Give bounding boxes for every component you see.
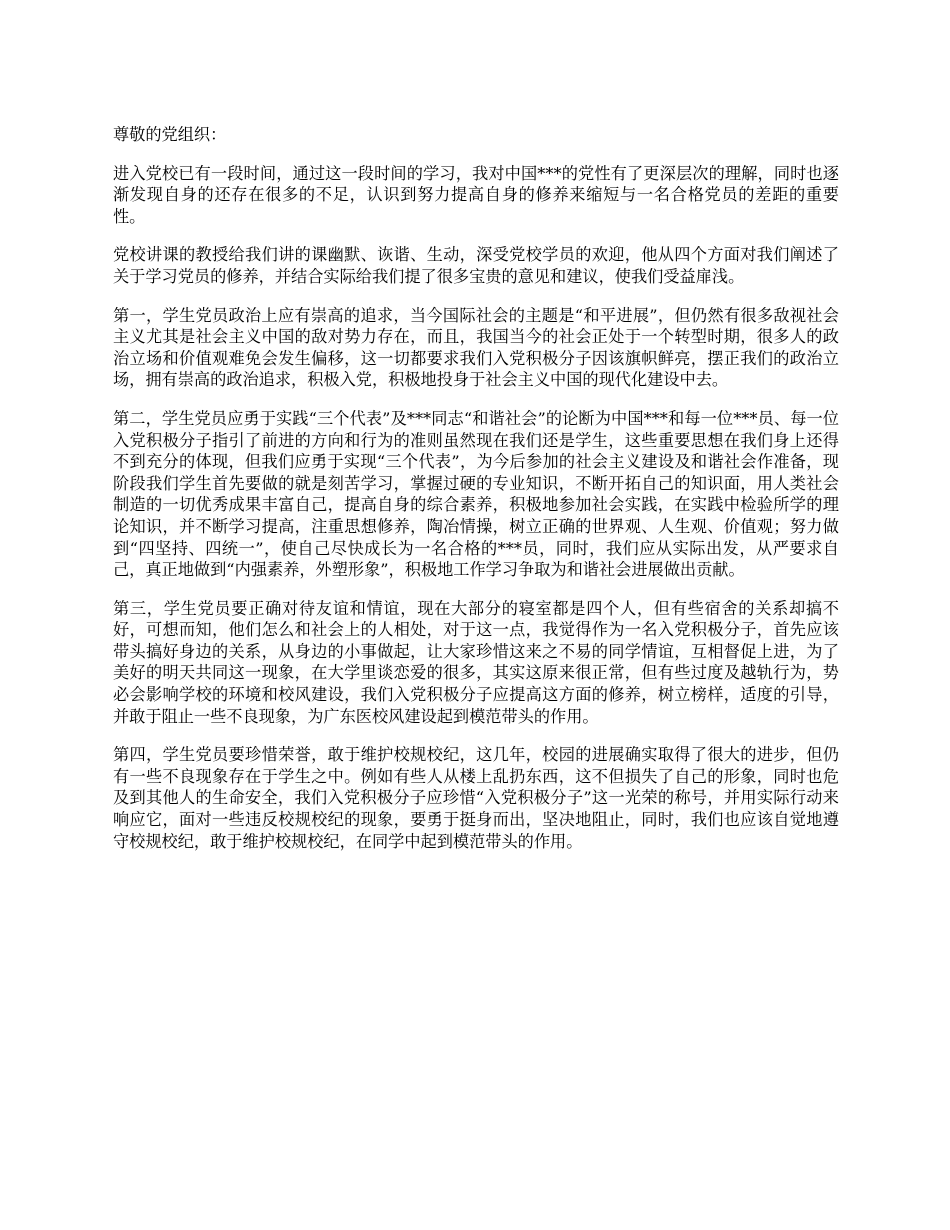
document-page xyxy=(113,124,839,869)
paragraph-intro: 进入党校已有一段时间，通过这一段时间的学习，我对中国***的党性有了更深层次的理解，同时也逐渐发现自身的还存在很多的不足，认识到努力提高自身的修养来缩短与一名合格党员的差距的重要性。 xyxy=(113,163,839,226)
salutation: 尊敬的党组织： xyxy=(113,125,227,144)
paragraph-second-point: 第二，学生党员应勇于实践“三个代表”及***同志“和谐社会”的论断为中国***和每一位***员、每一位入党积极分子指引了前进的方向和行为的准则虽然现在我们还是学生，这些重要思想在我们身上还得不到充分的体现，但我们应勇于实现“三个代表”，为今后参加的社会主义建设及和谐社会作准备，现阶段我们学生首先要做的就是刻苦学习，掌握过硬的专业知识，不断开拓自己的知识面，用人类社会制造的一切优秀成果丰富自己，提高自身的综合素养，积极地参加社会实践，在实践中检验所学的理论知识，并不断学习提高，注重思想修养，陶冶情操，树立正确的世界观、人生观、价值观；努力做到“四坚持、四统一”，使自己尽快成长为一名合格的***员，同时，我们应从实际出发，从严要求自己，真正地做到“内强素养，外塑形象”，积极地工作学习争取为和谐社会进展做出贡献。 xyxy=(113,408,839,580)
paragraph-first-point: 第一，学生党员政治上应有崇高的追求，当今国际社会的主题是“和平进展”，但仍然有很多敌视社会主义尤其是社会主义中国的敌对势力存在，而且，我国当今的社会正处于一个转型时期，很多人的政治立场和价值观难免会发生偏移，这一切都要求我们入党积极分子因该旗帜鲜亮，摆正我们的政治立场，拥有崇高的政治追求，积极入党，积极地投身于社会主义中国的现代化建设中去。 xyxy=(113,305,839,390)
paragraph-lecture: 党校讲课的教授给我们讲的课幽默、诙谐、生动，深受党校学员的欢迎，他从四个方面对我们阐述了关于学习党员的修养，并结合实际给我们提了很多宝贵的意见和建议，使我们受益扉浅。 xyxy=(113,245,839,286)
paragraph-third-point: 第三，学生党员要正确对待友谊和情谊，现在大部分的寝室都是四个人，但有些宿舍的关系却搞不好，可想而知，他们怎么和社会上的人相处，对于这一点，我觉得作为一名入党积极分子，首先应该带头搞好身边的关系，从身边的小事做起，让大家珍惜这来之不易的同学情谊，互相督促上进，为了美好的明天共同这一现象，在大学里谈恋爱的很多，其实这原来很正常，但有些过度及越轨行为，势必会影响学校的环境和校风建设，我们入党积极分子应提高这方面的修养，树立榜样，适度的引导，并敢于阻止一些不良现象，为广东医校风建设起到模范带头的作用。 xyxy=(113,598,839,726)
paragraph-fourth-point: 第四，学生党员要珍惜荣誉，敢于维护校规校纪，这几年，校园的进展确实取得了很大的进步，但仍有一些不良现象存在于学生之中。例如有些人从楼上乱扔东西，这不但损失了自己的形象，同时也危及到其他人的生命安全，我们入党积极分子应珍惜“入党积极分子”这一光荣的称号，并用实际行动来响应它，面对一些违反校规校纪的现象，要勇于挺身而出，坚决地阻止，同时，我们也应该自觉地遵守校规校纪，敢于维护校规校纪，在同学中起到模范带头的作用。 xyxy=(113,745,839,851)
